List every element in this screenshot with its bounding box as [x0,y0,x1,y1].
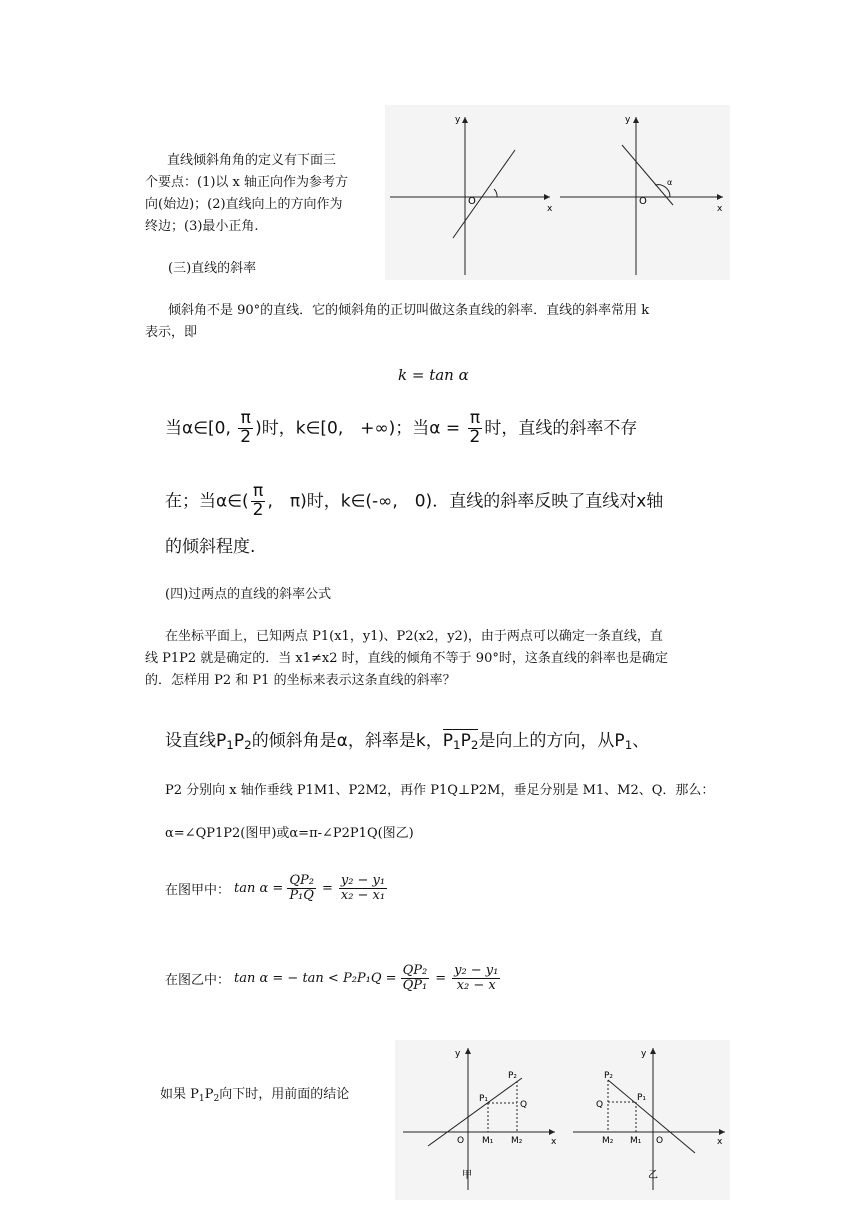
slope-figures-jia-yi [395,1040,730,1200]
right-x-label: x [717,204,723,214]
fraction-dy-dx-yi: $\frac{\text{y₂ − y₁}}{\text{x₂ − x}}$ [454,963,499,993]
jia-m1-label: M₁ [482,1136,494,1146]
intro-line-2: 个要点：(1)以 x 轴正向作为参考方 [145,175,349,190]
left-origin-label: O [468,196,476,207]
slope-definition-line-2: 表示，即 [145,325,198,340]
yi-q-label: Q [596,1100,604,1110]
slope-cases-line-1 [165,410,637,447]
fig-yi-formula: 在图乙中： tan α = − tan < P₂P₁Q = $\frac{\text{QP₂}}{\text{QP₁}}$ = $\frac{\text{y₂ − y₁}}{\text{x₂ − x}}$ [165,963,499,993]
inclination-figure [385,105,730,280]
fraction-qp2-qp1: $\frac{\text{QP₂}}{\text{QP₁}}$ [402,963,428,993]
jia-p2-label: P₂ [508,1071,518,1081]
case1-middle: )时，k∈[0, +∞)；当α = [255,418,461,439]
slope-definition-line-1: 倾斜角不是 90°的直线．它的倾斜角的正切叫做这条直线的斜率．直线的斜率常用 k [168,303,650,318]
pi-over-2-fraction-1: $\frac{\pi}{2}$ [240,408,252,447]
fraction-dy-dx-jia: $\frac{\text{y₂ − y₁}}{\text{x₂ − x₁}}$ [340,873,386,903]
intro-rest [145,172,375,238]
pi-over-2-fraction-2: $\frac{\pi}{2}$ [469,408,481,447]
yi-p1-label: P₁ [637,1093,647,1103]
alpha-equation: α=∠QP1P2(图甲)或α=π-∠P2P1Q(图乙) [165,826,414,841]
right-alpha-label: α [667,178,673,187]
setup-line: 设直线$P_1P_2$的倾斜角是α，斜率是k，$P_1P_2$是向上的方向，从$P_1$、 [165,731,650,752]
left-axes-diagram [390,115,553,275]
jia-y-label: y [455,1049,461,1059]
section-3-heading: (三)直线的斜率 [168,261,257,276]
yi-caption: 乙 [648,1170,658,1181]
slope-cases-line-2 [165,483,663,520]
figure-yi [573,1048,725,1190]
fraction-qp2-p1q: $\frac{\text{QP₂}}{\text{P₁Q}}$ [289,873,314,903]
perpendicular-text: P2 分别向 x 轴作垂线 P1M1、P2M2，再作 P1Q⊥P2M，垂足分别是 M1、M2、Q．那么： [165,783,715,798]
yi-x-label: x [717,1137,723,1147]
two-point-line-1: 在坐标平面上，已知两点 P1(x1，y1)、P2(x2，y2)，由于两点可以确定一条直线，直 [165,629,663,644]
left-y-label: y [455,115,461,125]
jia-p1-label: P₁ [479,1094,489,1104]
figure-jia [403,1048,557,1190]
slope-cases-line-3: 的倾斜程度. [165,537,256,557]
jia-caption: 甲 [462,1170,472,1181]
yi-m1-label: M₁ [630,1136,642,1146]
jia-x-label: x [551,1137,557,1147]
right-origin-label: O [639,196,647,207]
yi-y-label: y [641,1049,647,1059]
intro-line-4: 终边；(3)最小正角. [145,219,259,234]
vector-p1p2: $P_1P_2$ [442,731,479,752]
jia-origin-label: O [457,1136,465,1146]
case2-end: , π)时，k∈(-∞, 0)．直线的斜率反映了直线对x轴 [267,491,664,512]
formula-k-tan: k = tan α [398,366,469,384]
right-axes-diagram [560,115,723,275]
yi-m2-label: M₂ [602,1136,614,1146]
two-point-line-3: 的．怎样用 P2 和 P1 的坐标来表示这条直线的斜率？ [145,673,456,688]
intro-line-1: 直线倾斜角角的定义有下面三 [167,153,337,168]
yi-p2-label: P₂ [604,1071,614,1081]
case2-start: 在；当α∈( [165,491,249,512]
jia-m2-label: M₂ [511,1136,523,1146]
pi-over-2-fraction-3: $\frac{\pi}{2}$ [252,481,264,520]
case1-start: 当α∈[0, [165,418,231,439]
fig-jia-formula: 在图甲中： tan α = $\frac{\text{QP₂}}{\text{P₁Q}}$ = $\frac{\text{y₂ − y₁}}{\text{x₂ − x₁}}$ [165,873,386,903]
intro-line-3: 向(始边)；(2)直线向上的方向作为 [145,197,343,212]
jia-q-label: Q [520,1100,528,1110]
yi-origin-label: O [656,1136,664,1146]
intro-paragraph [167,150,382,172]
left-x-label: x [547,204,553,214]
section-4-heading: (四)过两点的直线的斜率公式 [165,587,332,602]
two-point-line-2: 线 P1P2 就是确定的．当 x1≠x2 时，直线的倾角不等于 90°时，这条直线的斜率也是确定 [145,651,668,666]
right-y-label: y [625,115,631,125]
case1-end: 时，直线的斜率不存 [484,418,638,439]
downward-text: 如果 $P_1P_2$向下时，用前面的结论 [160,1087,350,1104]
